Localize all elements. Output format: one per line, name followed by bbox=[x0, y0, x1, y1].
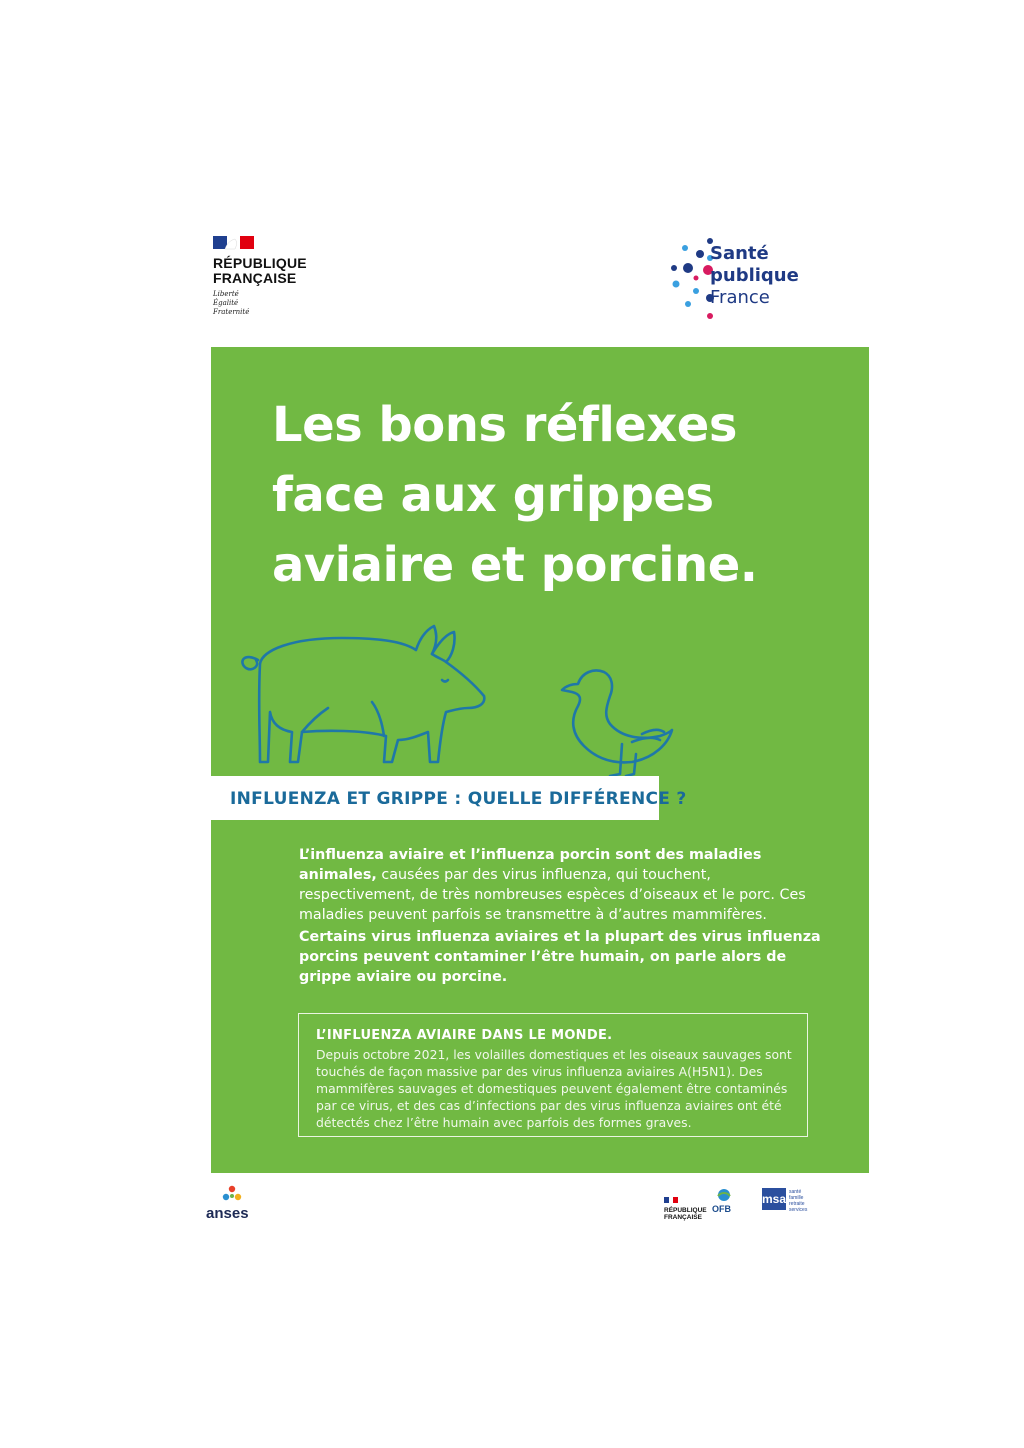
ofb-emblem-icon bbox=[715, 1188, 733, 1202]
intro-paragraph-lead: L’influenza aviaire et l’influenza porcin sont des maladies animales, bbox=[299, 847, 762, 883]
republique-motto: Liberté Égalité Fraternité bbox=[213, 290, 250, 316]
marianne-flag-icon bbox=[213, 234, 255, 250]
sante-publique-france-logo bbox=[666, 236, 826, 320]
pig-icon bbox=[242, 657, 258, 669]
republique-francaise-name: RÉPUBLIQUE FRANÇAISE bbox=[213, 255, 307, 286]
section-heading: INFLUENZA ET GRIPPE : QUELLE DIFFÉRENCE ? bbox=[230, 789, 687, 809]
republique-francaise-logo bbox=[213, 234, 333, 317]
anses-emblem-icon bbox=[222, 1185, 242, 1203]
spf-word-sante: Santé bbox=[710, 243, 769, 264]
info-box-text: Depuis octobre 2021, les volailles domestiques et les oiseaux sauvages sont touchés de façon massive par des virus influenza aviaires A(H5N1). Des mammifères sauvages et domestiques peuvent également être contaminés par ce virus, et des cas d’infections par des virus influenza aviaires ont été détectés chez l’être humain avec parfois des formes graves. bbox=[316, 1047, 792, 1130]
anses-logo bbox=[206, 1185, 266, 1221]
anses-label: anses bbox=[206, 1205, 249, 1222]
pig-and-duck-illustration bbox=[232, 612, 692, 792]
sante-publique-france-wordmark bbox=[710, 243, 799, 309]
republique-francaise-small-logo bbox=[664, 1188, 710, 1221]
human-contamination-paragraph: Certains virus influenza aviaires et la plupart des virus influenza porcins peuvent contaminer l’être humain, on parle alors de grippe aviaire ou porcine. bbox=[299, 929, 821, 985]
msa-tagline: santé famille retraite services bbox=[789, 1189, 808, 1213]
ofb-logo bbox=[712, 1188, 740, 1216]
ofb-label: OFB bbox=[712, 1204, 731, 1214]
spf-word-publique: publique bbox=[710, 265, 799, 286]
poster-title: Les bons réflexes face aux grippes aviaire et porcine. bbox=[272, 397, 758, 593]
small-flag-icon bbox=[664, 1197, 678, 1203]
duck-icon bbox=[562, 671, 672, 763]
msa-emblem: msa bbox=[762, 1188, 786, 1210]
msa-logo bbox=[762, 1188, 812, 1212]
intro-paragraph-rest: causées par des virus influenza, qui touchent, respectivement, de très nombreuses espèces d’oiseaux et le porc. Ces maladies peuvent parfois se transmettre à d’autres mammifères. bbox=[299, 867, 806, 923]
republique-francaise-small-name: RÉPUBLIQUE FRANÇAISE bbox=[664, 1207, 707, 1221]
info-box-title: L’INFLUENZA AVIAIRE DANS LE MONDE. bbox=[316, 1028, 613, 1043]
intro-paragraph bbox=[299, 845, 829, 925]
spf-word-france: France bbox=[710, 287, 770, 308]
